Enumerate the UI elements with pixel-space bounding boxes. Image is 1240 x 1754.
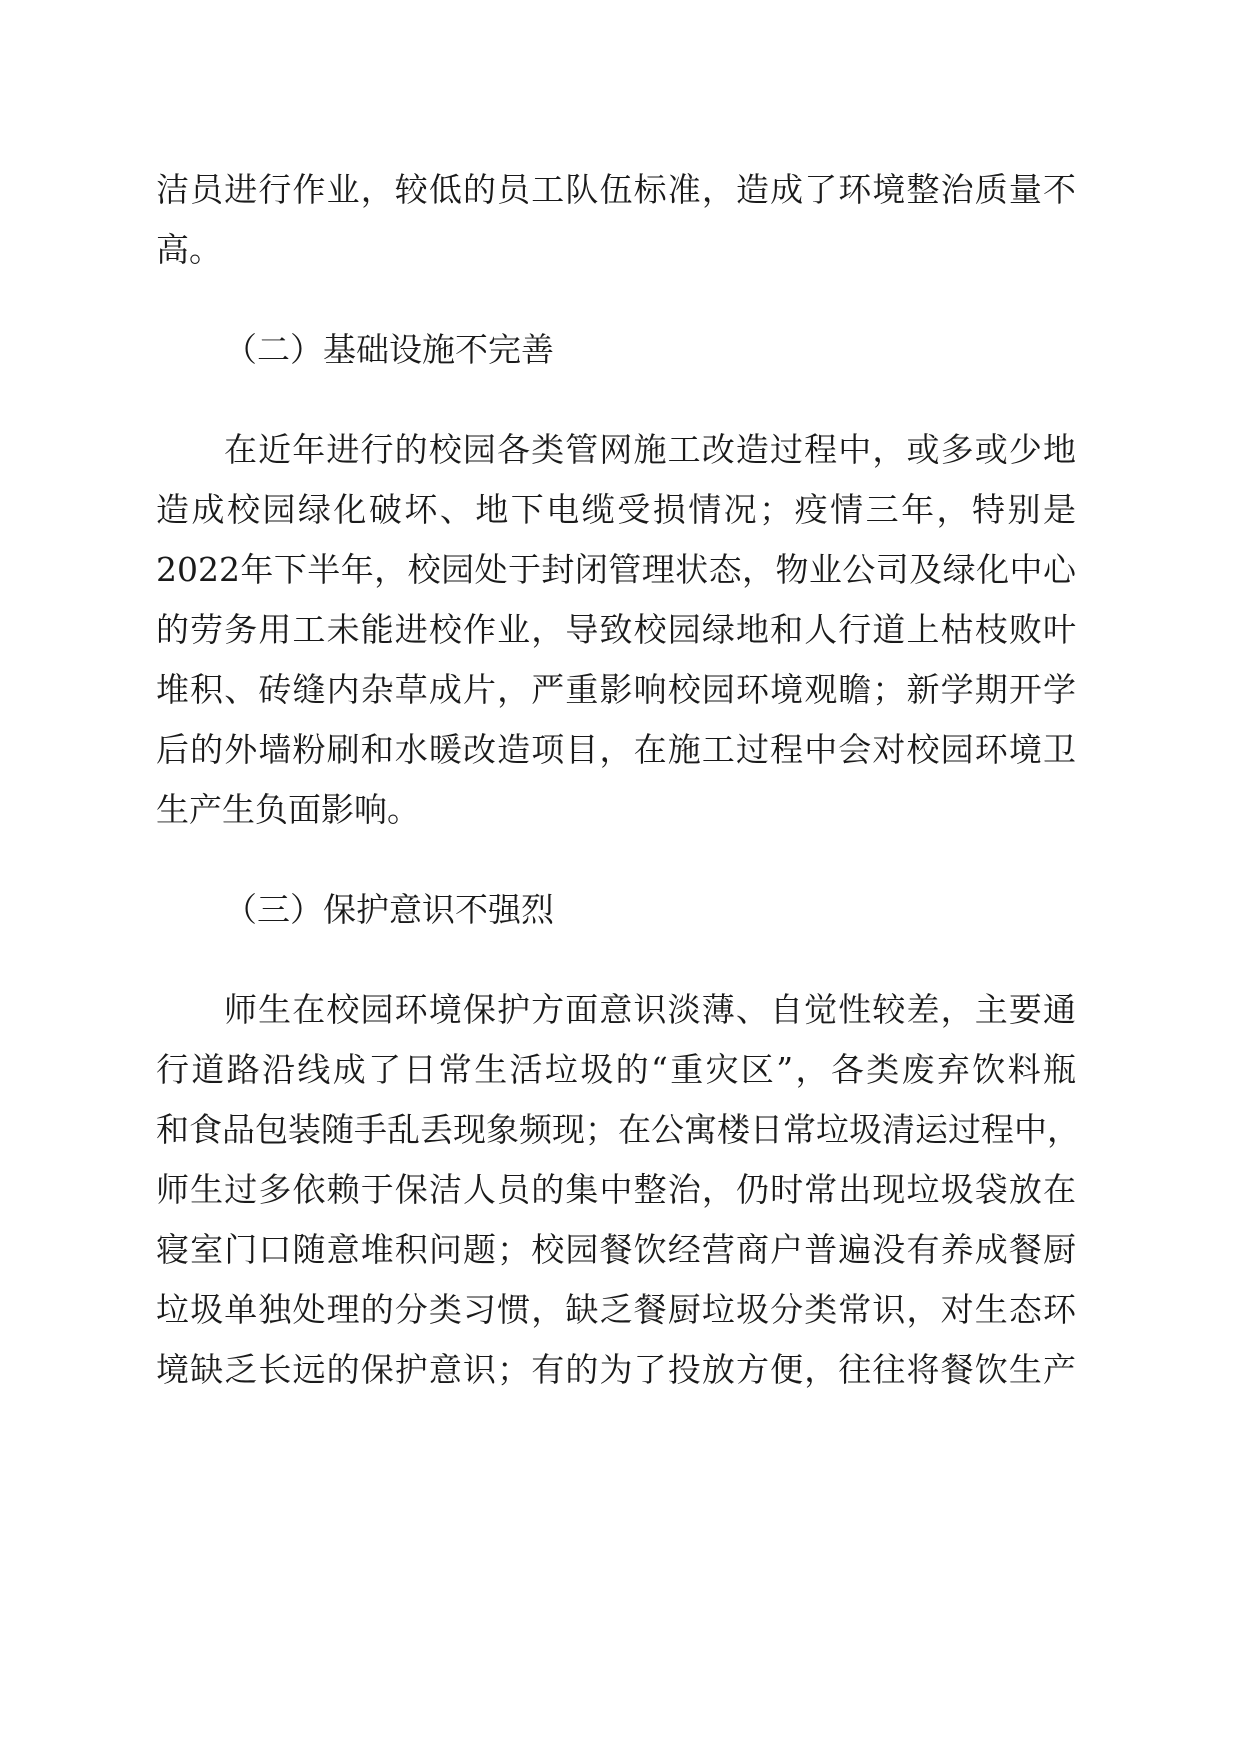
paragraph-line: 生产生负面影响。 — [156, 790, 420, 829]
paragraph-line: 行道路沿线成了日常生活垃圾的“重灾区”，各类废弃饮料瓶 — [156, 1050, 1076, 1089]
paragraph-line: 师生在校园环境保护方面意识淡薄、自觉性较差，主要通 — [224, 990, 1076, 1029]
paragraph-line: 堆积、砖缝内杂草成片，严重影响校园环境观瞻；新学期开学 — [156, 670, 1076, 709]
section-heading-3: （三）保护意识不强烈 — [224, 890, 554, 929]
paragraph-line: 造成校园绿化破坏、地下电缆受损情况；疫情三年，特别是 — [156, 490, 1076, 529]
paragraph-line: 2022年下半年，校园处于封闭管理状态，物业公司及绿化中心 — [156, 550, 1076, 589]
paragraph-line: 寝室门口随意堆积问题；校园餐饮经营商户普遍没有养成餐厨 — [156, 1230, 1076, 1269]
section-heading-2: （二）基础设施不完善 — [224, 330, 554, 369]
paragraph-line: 洁员进行作业，较低的员工队伍标准，造成了环境整治质量不 — [156, 170, 1076, 209]
paragraph-line: 和食品包装随手乱丢现象频现；在公寓楼日常垃圾清运过程中， — [156, 1110, 1080, 1149]
paragraph-line: 后的外墙粉刷和水暖改造项目，在施工过程中会对校园环境卫 — [156, 730, 1076, 769]
paragraph-line: 在近年进行的校园各类管网施工改造过程中，或多或少地 — [224, 430, 1076, 469]
paragraph-line: 境缺乏长远的保护意识；有的为了投放方便，往往将餐饮生产 — [156, 1350, 1076, 1389]
paragraph-line: 师生过多依赖于保洁人员的集中整治，仍时常出现垃圾袋放在 — [156, 1170, 1076, 1209]
paragraph-line: 高。 — [156, 230, 222, 269]
paragraph-line: 垃圾单独处理的分类习惯，缺乏餐厨垃圾分类常识，对生态环 — [156, 1290, 1076, 1329]
paragraph-line: 的劳务用工未能进校作业，导致校园绿地和人行道上枯枝败叶 — [156, 610, 1076, 649]
